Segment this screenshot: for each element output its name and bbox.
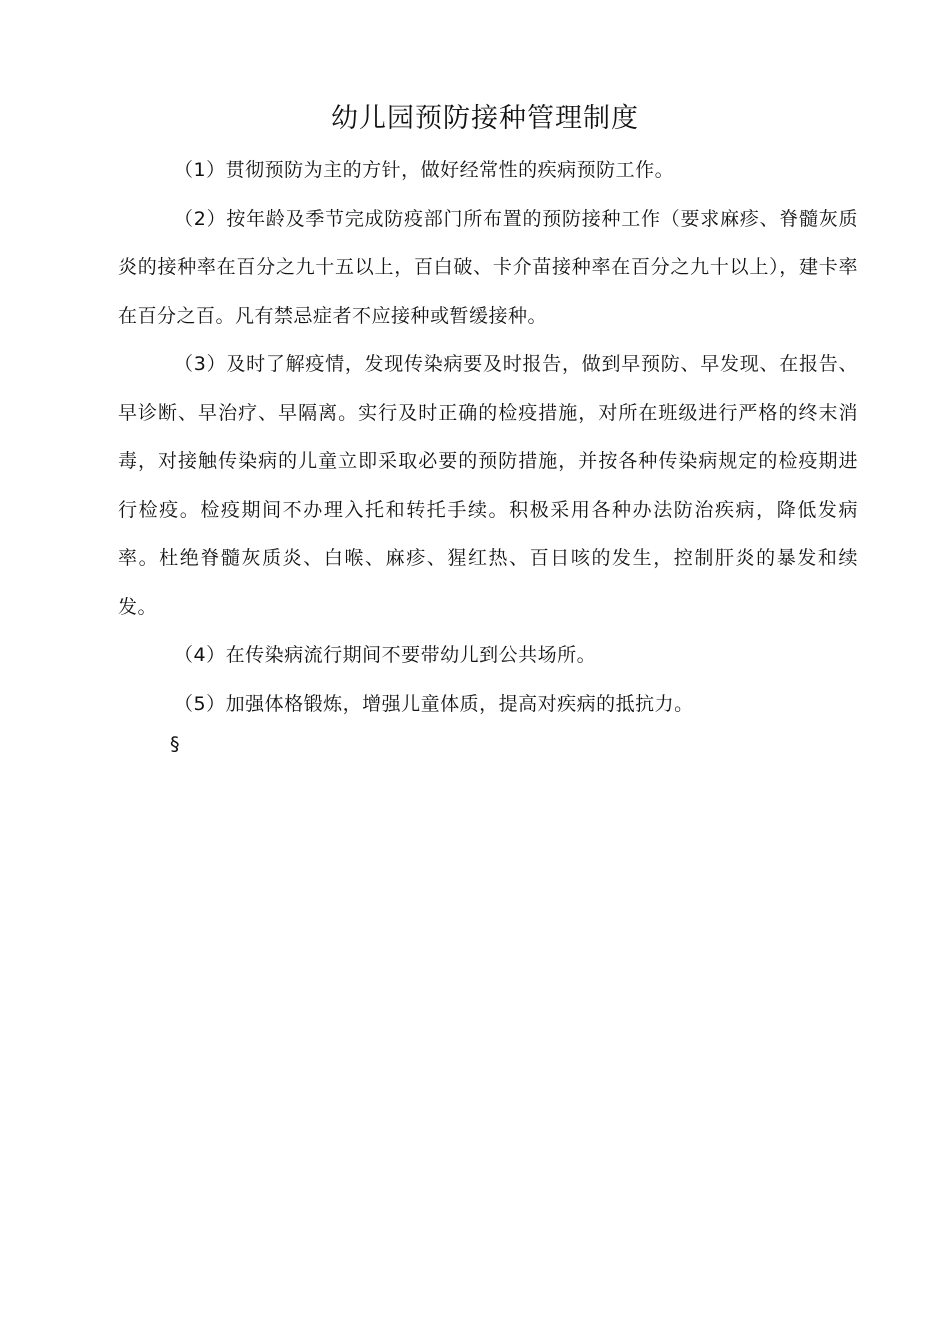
document-title: 幼儿园预防接种管理制度 (331, 103, 639, 134)
paragraph-5: （5）加强体格锻炼，增强儿童体质，提高对疾病的抵抗力。 (174, 692, 694, 715)
section-mark: § (170, 733, 180, 755)
paragraph-3: （3）及时了解疫情，发现传染病要及时报告，做到早预防、早发现、在报告、早诊断、早治疗、早隔离。实行及时正确的检疫措施，对所在班级进行严格的终末消毒，对接触传染病的儿童立即采取必要的预防措施，并按各种传染病规定的检疫期进行检疫。检疫期间不办理入托和转托手续。积极采用各种办法防治疾病，降低发病率。杜绝脊髓灰质炎、白喉、麻疹、猩红热、百日咳的发生，控制肝炎的暴发和续发。 (118, 353, 858, 618)
paragraph-4: （4）在传染病流行期间不要带幼儿到公共场所。 (174, 644, 597, 666)
document-body (118, 146, 858, 728)
paragraph-2: （2）按年龄及季节完成防疫部门所布置的预防接种工作（要求麻疹、脊髓灰质炎的接种率在百分之九十五以上，百白破、卡介苗接种率在百分之九十以上），建卡率在百分之百。凡有禁忌症者不应接种或暂缓接种。 (118, 207, 858, 327)
paragraph-1: （1）贯彻预防为主的方针，做好经常性的疾病预防工作。 (174, 159, 675, 181)
